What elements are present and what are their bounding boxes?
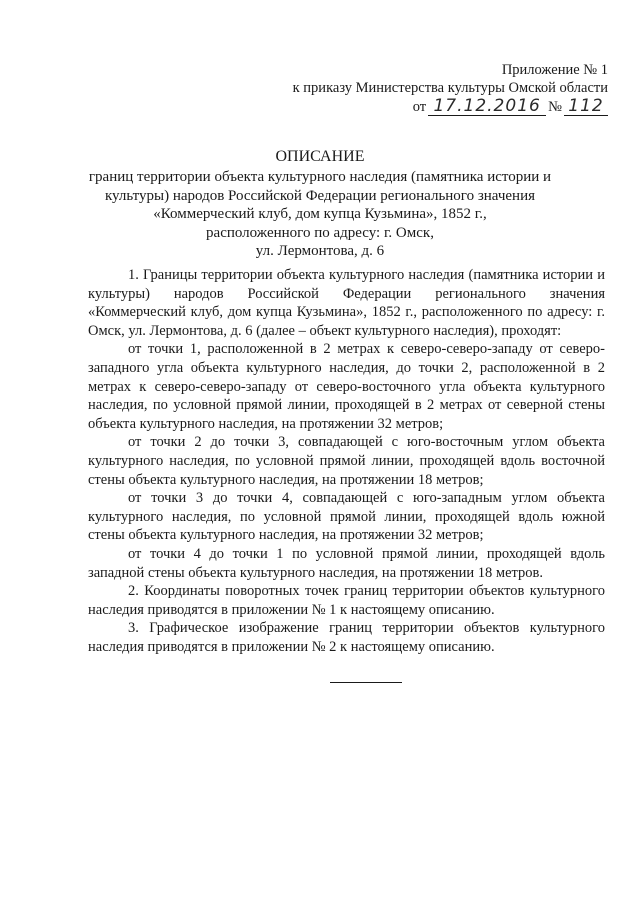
title-line-5: ул. Лермонтова, д. 6 bbox=[255, 243, 385, 259]
title-line-1: границ территории объекта культурного наследия (памятника истории и bbox=[88, 169, 552, 185]
paragraph-2-coordinates: 2. Координаты поворотных точек границ территории объектов культурного наследия приводятся в приложении № 1 к настоящему описанию. bbox=[88, 583, 605, 618]
paragraph-point-2-to-3: от точки 2 до точки 3, совпадающей с юго-восточным углом объекта культурного наследия, по условной прямой линии, проходящей вдоль восточной стены объекта культурного наследия, на протяжении 18 метров; bbox=[88, 434, 605, 488]
handwritten-date: 17.12.2016 bbox=[428, 97, 546, 116]
document-title: ОПИСАНИЕ bbox=[275, 148, 365, 165]
paragraph-point-1-to-2: от точки 1, расположенной в 2 метрах к северо-северо-западу от северо-западного угла объекта культурного наследия, до точки 2, расположенной в 2 метрах к северо-северо-западу от северо-восточного угла объекта культурного наследия, по условной прямой линии, проходящей в 2 метрах от северной стены объекта культурного наследия, на протяжении 32 метров; bbox=[88, 341, 605, 432]
appendix-label: Приложение № 1 bbox=[501, 62, 608, 78]
number-prefix: № bbox=[548, 99, 562, 115]
title-line-4: расположенного по адресу: г. Омск, bbox=[206, 224, 434, 241]
paragraph-point-3-to-4: от точки 3 до точки 4, совпадающей с юго-западным углом объекта культурного наследия, по условной прямой линии, проходящей вдоль южной стены объекта культурного наследия, на протяжении 32 метров; bbox=[88, 490, 605, 544]
title-line-3: «Коммерческий клуб, дом купца Кузьмина», 1852 г., bbox=[153, 206, 487, 222]
order-reference: к приказу Министерства культуры Омской области bbox=[292, 80, 608, 96]
from-prefix: от bbox=[412, 99, 427, 115]
paragraph-1-boundaries: 1. Границы территории объекта культурного наследия (памятника истории и культуры) народов Российской Федерации регионального значения «Коммерческий клуб, дом купца Кузьмина», 1852 г., расположенного по адресу: г. Омск, ул. Лермонтова, д. 6 (далее – объект культурного наследия), проходят: bbox=[88, 267, 605, 339]
paragraph-3-graphic: 3. Графическое изображение границ территории объектов культурного наследия приводятся в приложении № 2 к настоящему описанию. bbox=[88, 620, 605, 655]
description-body bbox=[88, 266, 605, 656]
paragraph-point-4-to-1: от точки 4 до точки 1 по условной прямой линии, проходящей вдоль западной стены объекта культурного наследия, на протяжении 18 метров. bbox=[88, 545, 605, 581]
order-date-number-line bbox=[413, 97, 608, 116]
title-line-2: культуры) народов Российской Федерации регионального значения bbox=[104, 187, 536, 204]
handwritten-number: 112 bbox=[564, 97, 608, 116]
closing-rule bbox=[330, 682, 402, 683]
